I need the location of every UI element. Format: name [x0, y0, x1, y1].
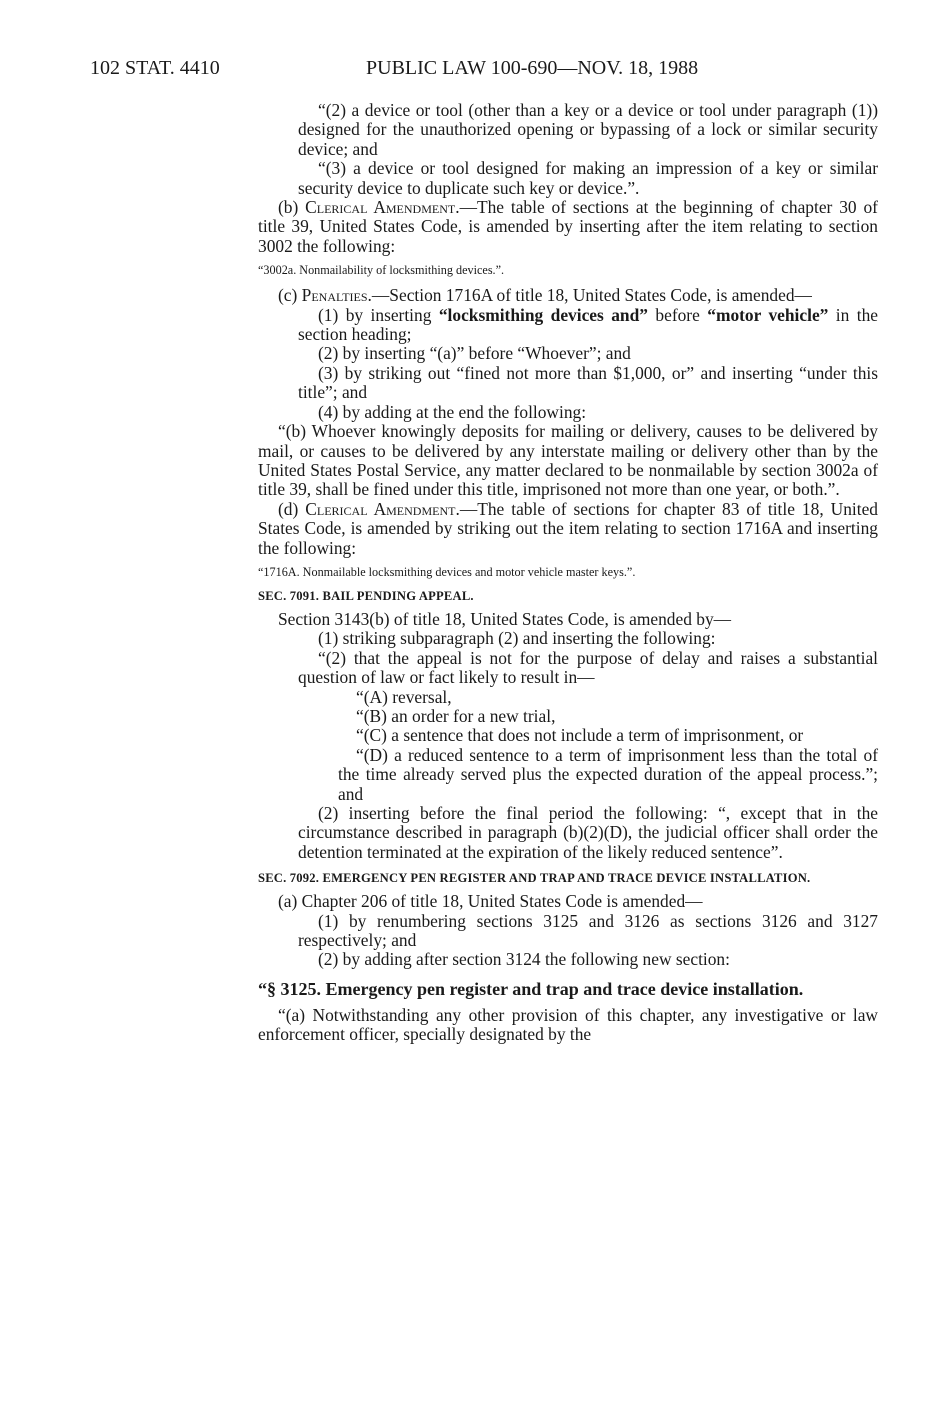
paragraph-7092-1: (1) by renumbering sections 3125 and 3126 as sections 3126 and 3127 respectively; and: [298, 910, 878, 951]
paragraph-c4: (4) by adding at the end the following:: [318, 401, 587, 422]
subparagraph-c: “(C) a sentence that does not include a term of imprisonment, or: [356, 725, 804, 746]
subsection-d-text: —The table of sections for chapter 83 of title 18, United States Code, is amended by striking out the item relating to section 1716A and inserting the following:: [258, 498, 878, 558]
subsection-d-label: (d): [278, 498, 306, 519]
subsection-b-label: (b): [278, 197, 306, 218]
paragraph-c2: (2) by inserting “(a)” before “Whoever”; and: [318, 343, 631, 364]
public-law-citation: PUBLIC LAW 100-690—NOV. 18, 1988: [366, 57, 699, 79]
paragraph-c1-a: (1) by inserting: [318, 304, 439, 325]
section-7091-heading: SEC. 7091. BAIL PENDING APPEAL.: [258, 588, 474, 603]
table-item-1716a: “1716A. Nonmailable locksmithing devices and motor vehicle master keys.”.: [258, 564, 636, 579]
subsection-c: [258, 286, 878, 305]
paragraph-c1-c: in the section heading;: [298, 304, 879, 345]
subparagraph-b: “(B) an order for a new trial,: [356, 705, 556, 726]
subsection-b: [258, 198, 878, 256]
subsection-b-text: —The table of sections at the beginning of chapter 30 of title 39, United States Code, is amended by inserting after the item relating to section 3002 the following:: [258, 197, 878, 256]
section-3125-heading: “§ 3125. Emergency pen register and trap and trace device installation.: [258, 978, 804, 999]
section-7091-intro: Section 3143(b) of title 18, United States Code, is amended by—: [278, 608, 732, 629]
paragraph-c1-bold-1: “locksmithing devices and”: [438, 304, 648, 325]
paragraph-c1-bold-2: “motor vehicle”: [707, 304, 829, 325]
paragraph-c3: (3) by striking out “fined not more than $1,000, or” and inserting “under this title”; and: [298, 362, 878, 403]
paragraph-c1-b: before: [647, 304, 708, 325]
subsection-7092-a: (a) Chapter 206 of title 18, United States Code is amended—: [278, 891, 703, 912]
paragraph-7092-2: (2) by adding after section 3124 the following new section:: [318, 949, 730, 970]
paragraph-c1: [258, 306, 878, 345]
section-7092-heading: SEC. 7092. EMERGENCY PEN REGISTER AND TRAP AND TRACE DEVICE INSTALLATION.: [258, 871, 811, 886]
quoted-paragraph-3: “(3) a device or tool designed for making an impression of a key or similar security device to duplicate such key or device.”.: [298, 158, 878, 198]
quoted-paragraph-7091-2: “(2) that the appeal is not for the purpose of delay and raises a substantial question of law or fact likely to result in—: [298, 647, 878, 688]
subparagraph-a: “(A) reversal,: [356, 686, 452, 707]
subsection-b-heading: Clerical Amendment.: [305, 197, 460, 218]
paragraph-7091-2: (2) inserting before the final period the following: “, except that in the circumstance described in paragraph (b)(2)(D), the judicial officer shall order the detention terminated at the expiration of the likely reduced sentence”.: [298, 803, 878, 862]
stat-page-number: 102 STAT. 4410: [90, 57, 220, 79]
subsection-c-label: (c): [278, 285, 302, 306]
subparagraph-d: “(D) a reduced sentence to a term of imprisonment less than the total of the time already served plus the expected duration of the appeal process.”; and: [338, 744, 878, 804]
subsection-c-heading: Penalties.: [301, 285, 372, 306]
subsection-d-heading: Clerical Amendment.: [305, 498, 460, 519]
section-3125-subsection-a: “(a) Notwithstanding any other provision of this chapter, any investigative or law enforcement officer, specially designated by the: [258, 1004, 878, 1045]
subsection-c-text: —Section 1716A of title 18, United States Code, is amended—: [371, 285, 812, 306]
quoted-paragraph-2: “(2) a device or tool (other than a key or a device or tool under paragraph (1)) designed for the unauthorized opening or bypassing of a lock or similar security device; and: [298, 100, 878, 159]
table-item-3002a: “3002a. Nonmailability of locksmithing devices.”.: [258, 263, 505, 278]
subsection-d: [258, 500, 878, 558]
document-body: [258, 101, 878, 1045]
quoted-subsection-b: “(b) Whoever knowingly deposits for mailing or delivery, causes to be delivered by mail, or causes to be delivered by any interstate mailing or delivery other than by the United States Postal Service, any matter declared to be nonmailable by section 3002a of title 39, shall be fined under this title, imprisoned not more than one year, or both.”.: [258, 421, 878, 500]
paragraph-7091-1: (1) striking subparagraph (2) and inserting the following:: [318, 628, 716, 649]
